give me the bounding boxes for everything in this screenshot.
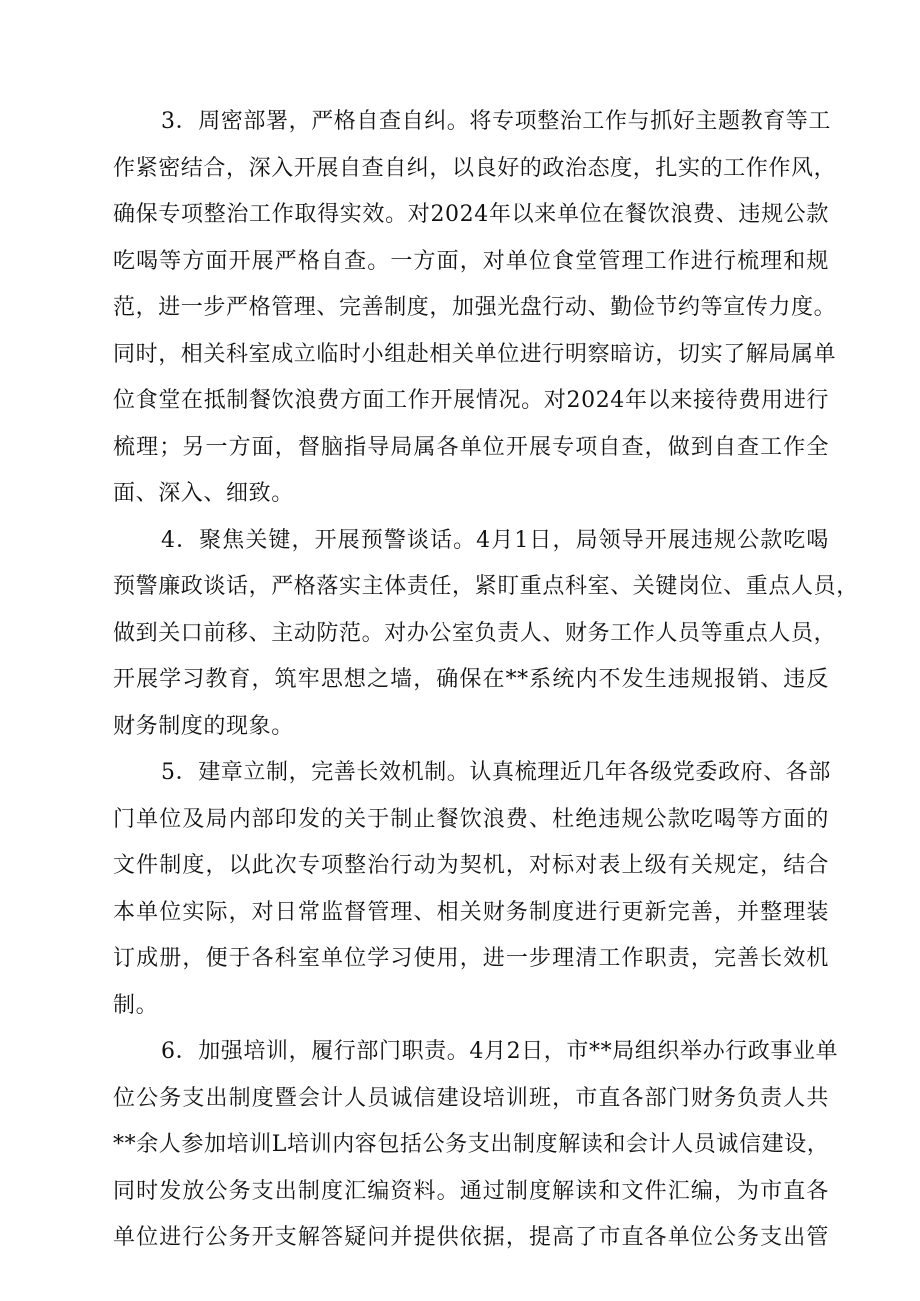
paragraph-line: 财务制度的现象。 <box>113 713 294 739</box>
paragraph-line: 门单位及局内部印发的关于制止餐饮浪费、杜绝违规公款吃喝等方面的 <box>113 806 829 832</box>
paragraph-4 <box>113 518 859 751</box>
paragraph-line: 3．周密部署，严格自查自纠。将专项整治工作与抓好主题教育等工 <box>161 109 831 134</box>
paragraph-line: 范，进一步严格管理、完善制度，加强光盘行动、勤俭节约等宣传力度。 <box>113 295 837 320</box>
paragraph-line: 吃喝等方面开展严格自查。一方面，对单位食堂管理工作进行梳理和规 <box>113 248 829 274</box>
paragraph-line: 订成册，便于各科室单位学习使用，进一步理清工作职责，完善长效机 <box>113 946 829 971</box>
paragraph-line: 同时，相关科室成立临时小组赴相关单位进行明察暗访，切实了解局属单 <box>113 341 837 367</box>
paragraph-line: 同时发放公务支出制度汇编资料。通过制度解读和文件汇编，为市直各 <box>113 1178 829 1204</box>
paragraph-line: 文件制度，以此次专项整治行动为契机，对标对表上级有关规定，结合 <box>113 853 829 878</box>
paragraph-line: 预警廉政谈话，严格落实主体责任，紧盯重点科室、关键岗位、重点人员， <box>113 574 859 599</box>
paragraph-line: 位食堂在抵制餐饮浪费方面工作开展情况。对2024年以来接待费用进行 <box>113 388 829 413</box>
paragraph-line: 4．聚焦关键，开展预警谈话。4月1日，局领导开展违规公款吃喝 <box>161 527 829 553</box>
paragraph-line: 5．建章立制，完善长效机制。认真梳理近几年各级党委政府、各部 <box>161 760 831 785</box>
paragraph-6 <box>113 1029 839 1262</box>
paragraph-3 <box>113 99 837 518</box>
document-body <box>113 99 859 1262</box>
paragraph-line: 开展学习教育，筑牢思想之墙，确保在**系统内不发生违规报销、违反 <box>113 667 829 692</box>
paragraph-line: 面、深入、细致。 <box>113 481 294 506</box>
paragraph-line: 梳理；另一方面，督脑指导局属各单位开展专项自查，做到自查工作全 <box>113 434 829 460</box>
paragraph-line: 单位进行公务开支解答疑问并提供依据，提高了市直各单位公务支出管 <box>113 1225 829 1250</box>
paragraph-line: 位公务支出制度暨会计人员诚信建设培训班，市直各部门财务负责人共 <box>113 1085 829 1111</box>
paragraph-5 <box>113 750 829 1029</box>
paragraph-line: 制。 <box>113 992 159 1018</box>
paragraph-line: 作紧密结合，深入开展自查自纠，以良好的政治态度，扎实的工作作风， <box>113 155 837 181</box>
paragraph-line: 做到关口前移、主动防范。对办公室负责人、财务工作人员等重点人员， <box>113 620 837 646</box>
paragraph-line: **余人参加培训L培训内容包括公务支出制度解读和会计人员诚信建设， <box>113 1132 830 1157</box>
paragraph-line: 确保专项整治工作取得实效。对2024年以来单位在餐饮浪费、违规公款 <box>113 202 829 227</box>
paragraph-line: 6．加强培训，履行部门职责。4月2日，市**局组织举办行政事业单 <box>161 1039 839 1064</box>
paragraph-line: 本单位实际，对日常监督管理、相关财务制度进行更新完善，并整理装 <box>113 899 829 925</box>
